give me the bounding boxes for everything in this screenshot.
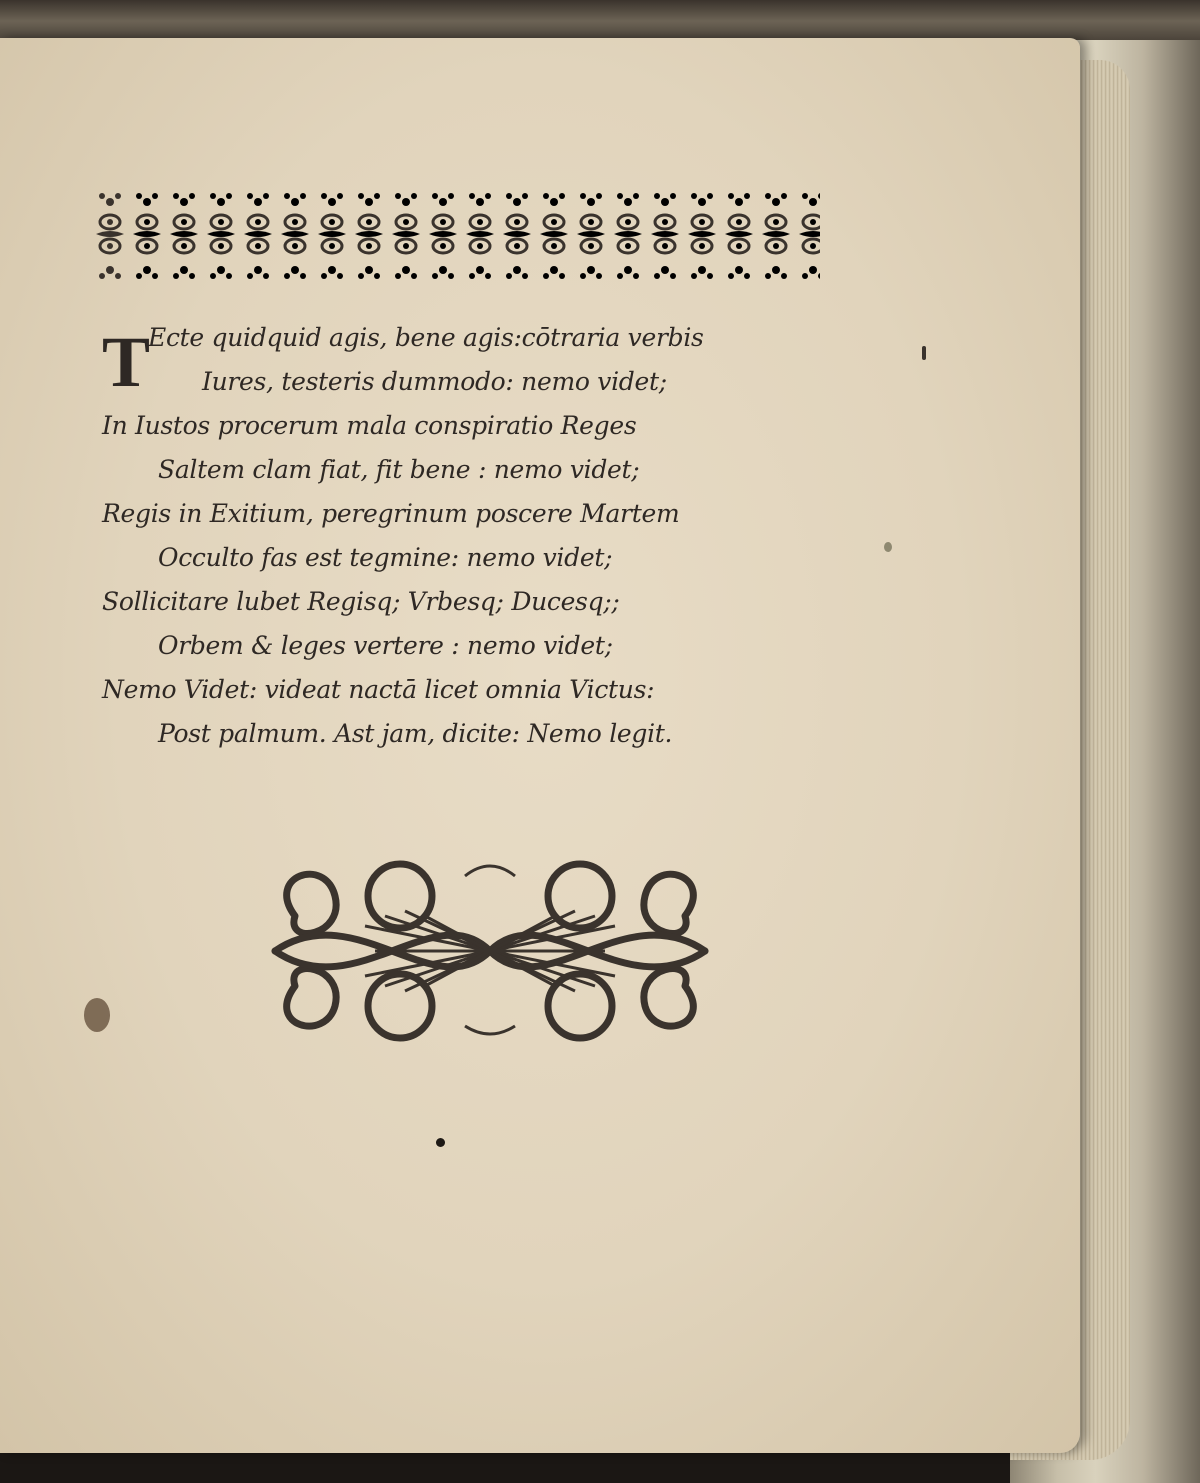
fleuron-icon (725, 193, 753, 279)
fleuron-icon (466, 193, 494, 279)
tailpiece-ornament-icon (255, 856, 725, 1042)
poem-line-6: Occulto fas est tegmine: nemo videt; (158, 543, 613, 572)
fleuron-icon (688, 193, 716, 279)
fleuron-icon (318, 193, 346, 279)
poem-line-10: Post palmum. Ast jam, dicite: Nemo legit. (158, 719, 673, 748)
paper-speck (884, 542, 892, 552)
fleuron-icon (244, 193, 272, 279)
poem-line-5: Regis in Exitium, peregrinum poscere Martem (102, 499, 680, 528)
headpiece-ornament-icon (92, 188, 820, 286)
fleuron-icon (614, 193, 642, 279)
book-page (0, 38, 1080, 1453)
poem-line-4: Saltem clam fiat, fit bene : nemo videt; (158, 455, 640, 484)
fleuron-icon (762, 193, 790, 279)
ink-stain (84, 998, 110, 1032)
poem-line-2: Iures, testeris dummodo: nemo videt; (202, 367, 667, 396)
fleuron-icon (281, 193, 309, 279)
fleuron-icon (540, 193, 568, 279)
fleuron-icon (392, 193, 420, 279)
poem-line-9: Nemo Videt: videat nactā licet omnia Victus: (102, 675, 655, 704)
poem-line-7: Sollicitare lubet Regisq; Vrbesq; Ducesq;; (102, 587, 620, 616)
fleuron-icon (429, 193, 457, 279)
fleuron-icon (799, 193, 820, 279)
drop-capital: T (102, 322, 150, 402)
fleuron-icon (355, 193, 383, 279)
poem-line-1: Ecte quidquid agis, bene agis:cōtraria verbis (148, 323, 704, 352)
ink-speck (436, 1138, 445, 1147)
paper-mark (922, 346, 926, 360)
fleuron-icon (577, 193, 605, 279)
fleuron-icon (170, 193, 198, 279)
fleuron-icon (503, 193, 531, 279)
poem-line-8: Orbem & leges vertere : nemo videt; (158, 631, 613, 660)
fleuron-icon (651, 193, 679, 279)
fleuron-icon (133, 193, 161, 279)
poem-line-3: In Iustos procerum mala conspiratio Reges (102, 411, 637, 440)
fleuron-icon (207, 193, 235, 279)
